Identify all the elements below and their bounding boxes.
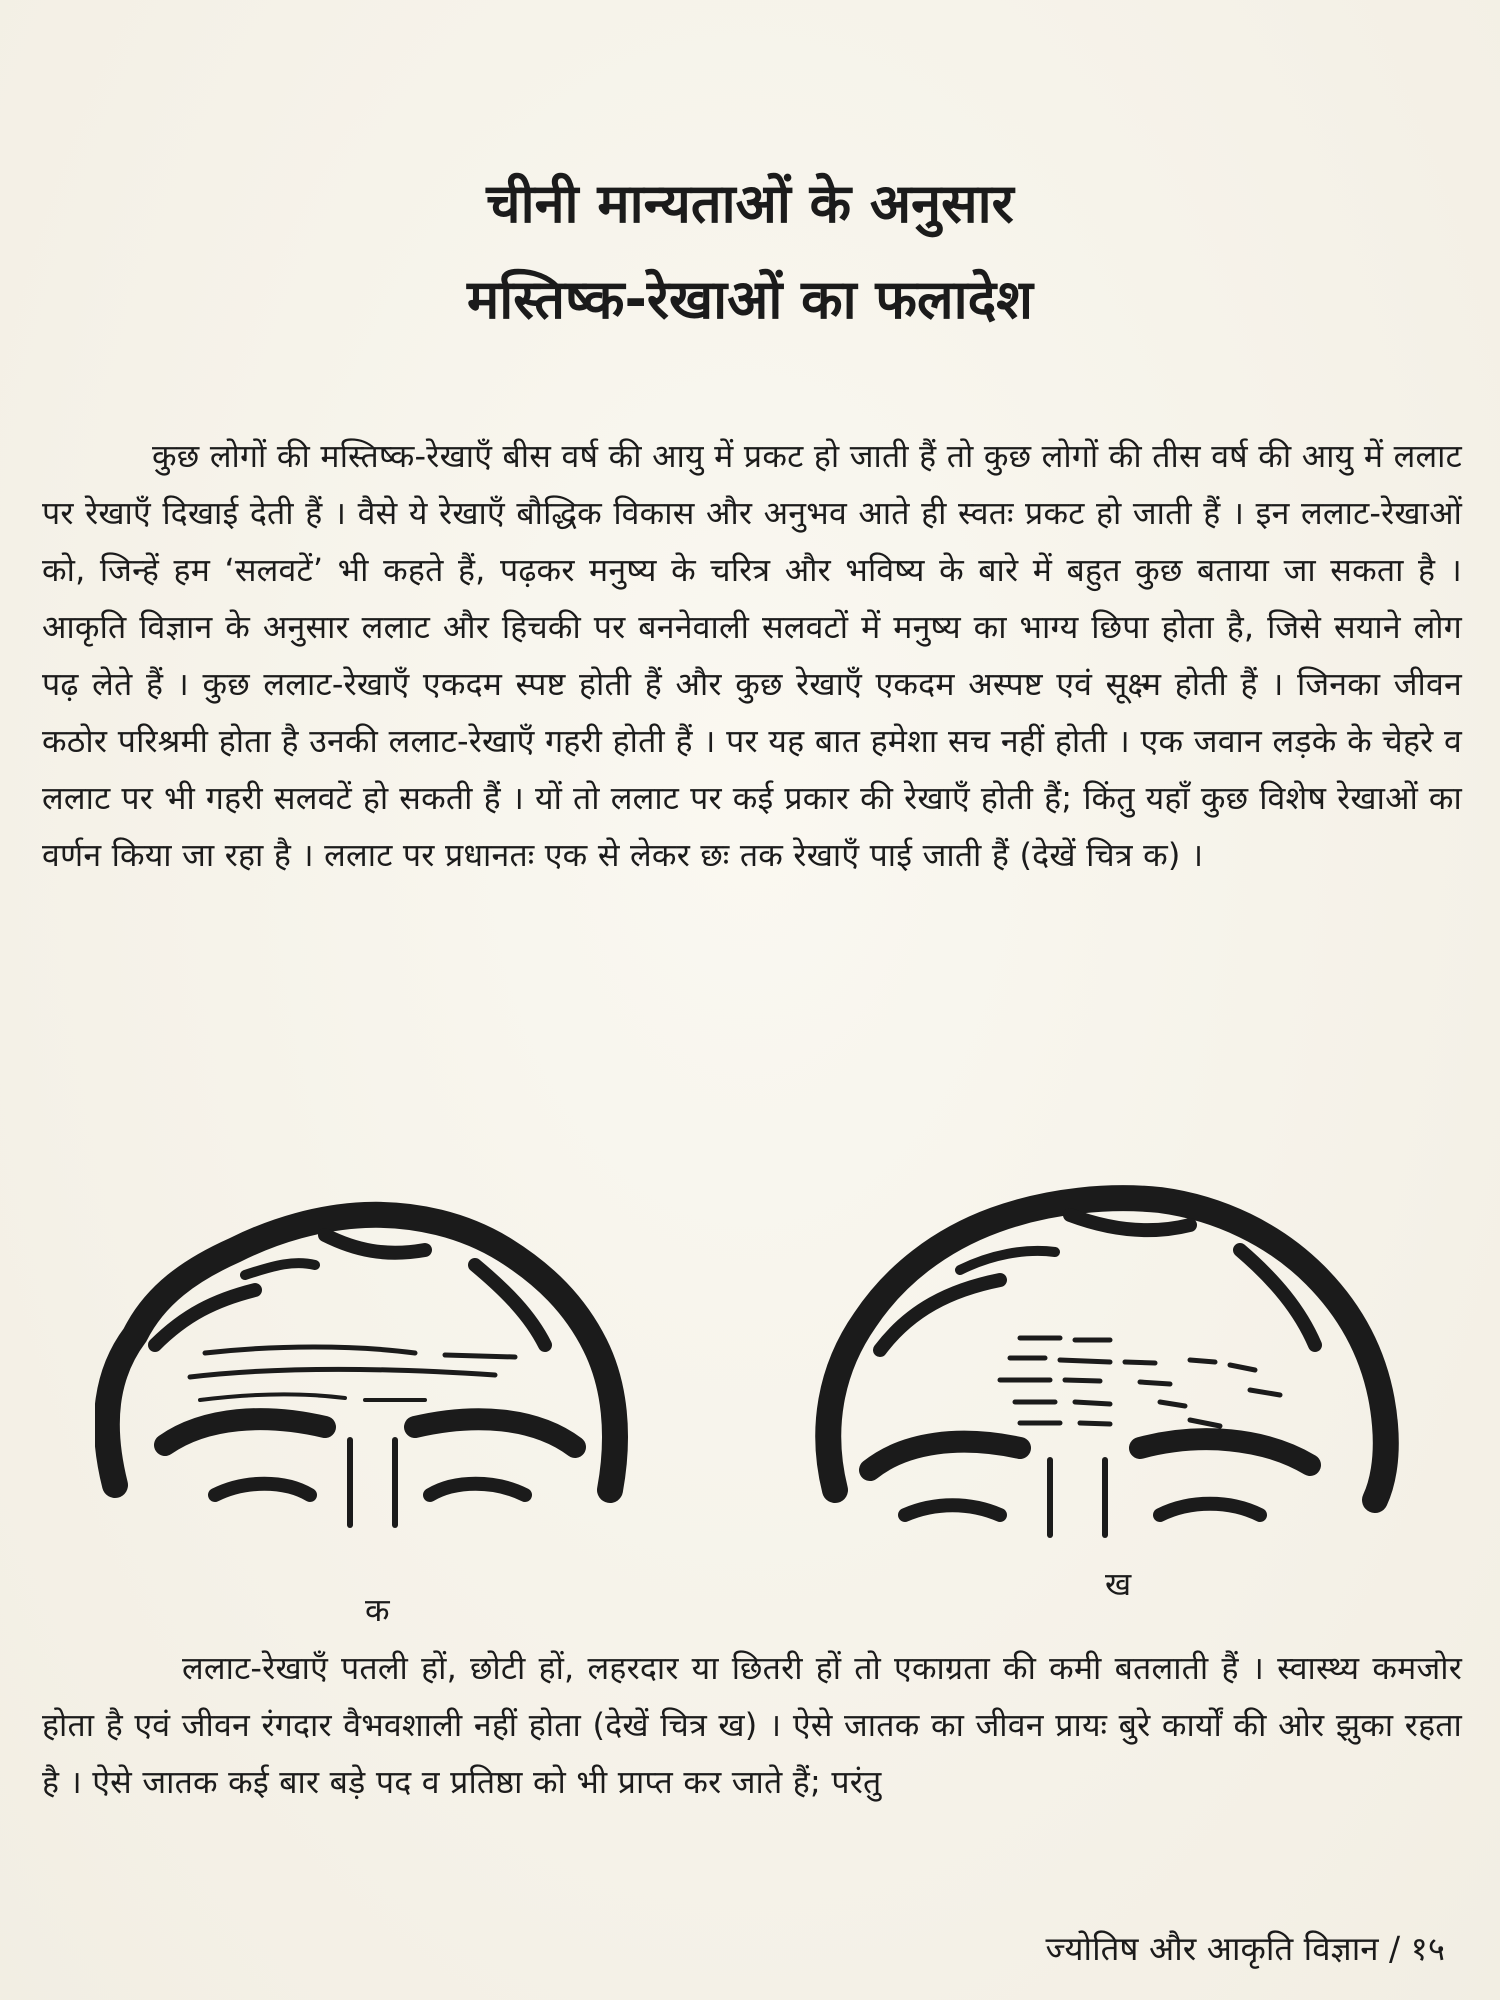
body-paragraph-1: कुछ लोगों की मस्तिष्क-रेखाएँ बीस वर्ष की आयु में प्रकट हो जाती हैं तो कुछ लोगों की तीस वर्ष की आयु में ललाट पर रेखाएँ दिखाई देती हैं । वैसे ये रेखाएँ बौद्धिक विकास और अनुभव आते ही स्वतः प्रकट हो जाती हैं । इन ललाट-रेखाओं को, जिन्हें हम ‘सलवटें’ भी कहते हैं, पढ़कर मनुष्य के चरित्र और भविष्य के बारे में बहुत कुछ बताया जा सकता है । आकृति विज्ञान के अनुसार ललाट और हिचकी पर बननेवाली सलवटों में मनुष्य का भाग्य छिपा होता है, जिसे सयाने लोग पढ़ लेते हैं । कुछ ललाट-रेखाएँ एकदम स्पष्ट होती हैं और कुछ रेखाएँ एकदम अस्पष्ट एवं सूक्ष्म होती हैं । जिनका जीवन कठोर परिश्रमी होता है उनकी ललाट-रेखाएँ गहरी होती हैं । पर यह बात हमेशा सच नहीं होती । एक जवान लड़के के चेहरे व ललाट पर भी गहरी सलवटें हो सकती हैं । यों तो ललाट पर कई प्रकार की रेखाएँ होती हैं; किंतु यहाँ कुछ विशेष रेखाओं का वर्णन किया जा रहा है । ललाट पर प्रधानतः एक से लेकर छः तक रेखाएँ पाई जाती हैं (देखें चित्र क) ।	[42, 437, 1462, 874]
figure-a-caption: क	[365, 1591, 390, 1629]
figure-b-caption: ख	[1105, 1565, 1132, 1603]
page-footer: ज्योतिष और आकृति विज्ञान / १५	[1045, 1929, 1445, 1968]
figure-a-drawing	[95, 1195, 655, 1540]
page-title-line-2: मस्तिष्क-रेखाओं का फलादेश	[466, 268, 1034, 331]
body-paragraph-2: ललाट-रेखाएँ पतली हों, छोटी हों, लहरदार या छितरी हों तो एकाग्रता की कमी बतलाती हैं । स्वास्थ्य कमजोर होता है एवं जीवन रंगदार वैभवशाली नहीं होता (देखें चित्र ख) । ऐसे जातक का जीवन प्रायः बुरे कार्यों की ओर झुका रहता है । ऐसे जातक कई बार बड़े पद व प्रतिष्ठा को भी प्राप्त कर जाते हैं; परंतु	[42, 1649, 1462, 1801]
page-title-line-1: चीनी मान्यताओं के अनुसार	[486, 172, 1014, 235]
figure-a-forehead-illustration	[95, 1195, 655, 1540]
figure-b-forehead-illustration	[810, 1180, 1430, 1540]
figure-b-drawing	[810, 1180, 1430, 1540]
